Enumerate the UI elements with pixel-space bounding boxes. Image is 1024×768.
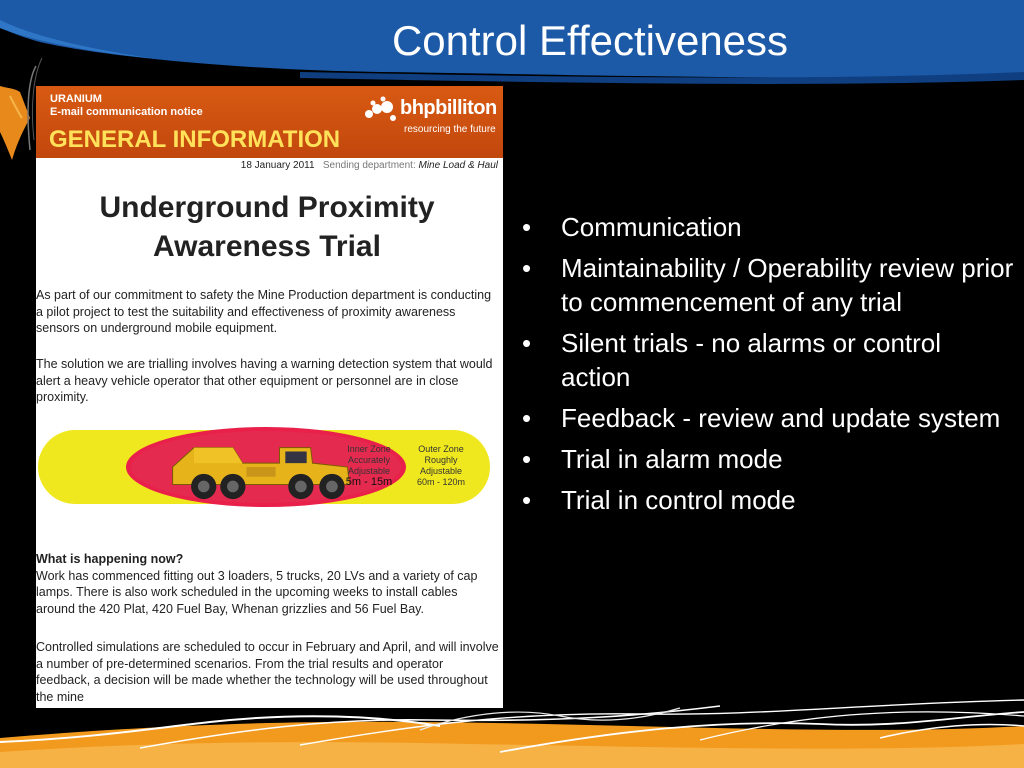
section-heading: What is happening now?	[36, 552, 184, 566]
outer-zone-label	[411, 444, 471, 488]
email-notice-image	[36, 86, 503, 708]
bullet-dot: •	[522, 253, 532, 283]
bullet-list	[522, 210, 1017, 524]
bullet-text: Trial in control mode	[561, 485, 796, 515]
inner-zone-label	[339, 444, 399, 488]
bullet-dot: •	[522, 485, 532, 515]
notice-banner-title: GENERAL INFORMATION	[49, 126, 341, 153]
dept-value: Mine Load & Haul	[418, 160, 498, 171]
notice-paragraph-4: Controlled simulations are scheduled to occur in February and April, and will involve a number of pre-determined scenarios. From the trial results and operator feedback, a decision will be made whether the technology will be used throughout the mine	[36, 640, 499, 705]
dept-label: Sending department:	[322, 160, 416, 171]
notice-paragraph-2: The solution we are trialling involves having a warning detection system that would alert a heavy vehicle operator that other equipment or personnel are in close proximity.	[36, 357, 493, 405]
bullet-text: Trial in alarm mode	[561, 444, 783, 474]
inner-zone-l4: 5m - 15m	[345, 476, 393, 488]
logo-name: bhpbilliton	[400, 97, 497, 119]
notice-paragraph-3: Work has commenced fitting out 3 loaders, 5 trucks, 20 LVs and a variety of cap lamps. There is also work scheduled in the upcoming weeks to install cables around the 420 Plat, 420 Fuel Bay, Whenan grizzlies and 56 Fuel Bay.	[36, 568, 478, 617]
underground-loader-icon	[164, 434, 360, 502]
inner-zone-l3: Adjustable	[347, 466, 391, 476]
bullet-dot: •	[522, 212, 532, 242]
notice-section-now	[36, 551, 499, 618]
inner-zone-l2: Accurately	[347, 455, 391, 465]
notice-title-line1: Underground Proximity	[99, 191, 435, 224]
notice-title-line2: Awareness Trial	[153, 230, 381, 263]
bullet-item	[522, 483, 1017, 517]
notice-title	[36, 188, 498, 266]
bullet-dot: •	[522, 444, 532, 474]
outer-zone-l4: 60m - 120m	[416, 477, 466, 487]
logo-tagline: resourcing the future	[404, 124, 496, 135]
bhp-dots-mark-icon	[364, 96, 398, 122]
bhp-logo	[364, 96, 499, 136]
notice-dateline	[36, 159, 498, 173]
bullet-text: Maintainability / Operability review prior to commencement of any trial	[561, 253, 1014, 317]
bullet-dot: •	[522, 403, 532, 433]
bullet-dot: •	[522, 328, 532, 358]
bullet-text: Communication	[561, 212, 742, 242]
notice-header-line2: E-mail communication notice	[50, 106, 203, 118]
proximity-zone-diagram	[36, 426, 499, 508]
notice-paragraph-1: As part of our commitment to safety the Mine Production department is conducting a pilot project to test the suitability and effectiveness of proximity awareness sensors on underground mobile equipment.	[36, 288, 492, 336]
inner-zone-l1: Inner Zone	[347, 444, 391, 454]
outer-zone-l3: Adjustable	[419, 466, 463, 476]
bullet-item	[522, 401, 1017, 435]
notice-header-banner	[36, 86, 503, 158]
bullet-item	[522, 442, 1017, 476]
notice-header-line1: URANIUM	[50, 93, 102, 105]
bullet-item	[522, 326, 1017, 394]
notice-header-text	[50, 93, 203, 119]
bullet-item	[522, 251, 1017, 319]
bullet-text: Feedback - review and update system	[561, 403, 1001, 433]
notice-date: 18 January 2011	[240, 160, 315, 171]
outer-zone-l1: Outer Zone	[418, 444, 464, 454]
bullet-item	[522, 210, 1017, 244]
outer-zone-l2: Roughly	[424, 455, 458, 465]
bullet-text: Silent trials - no alarms or control action	[561, 328, 942, 392]
slide-title: Control Effectiveness	[391, 17, 789, 64]
